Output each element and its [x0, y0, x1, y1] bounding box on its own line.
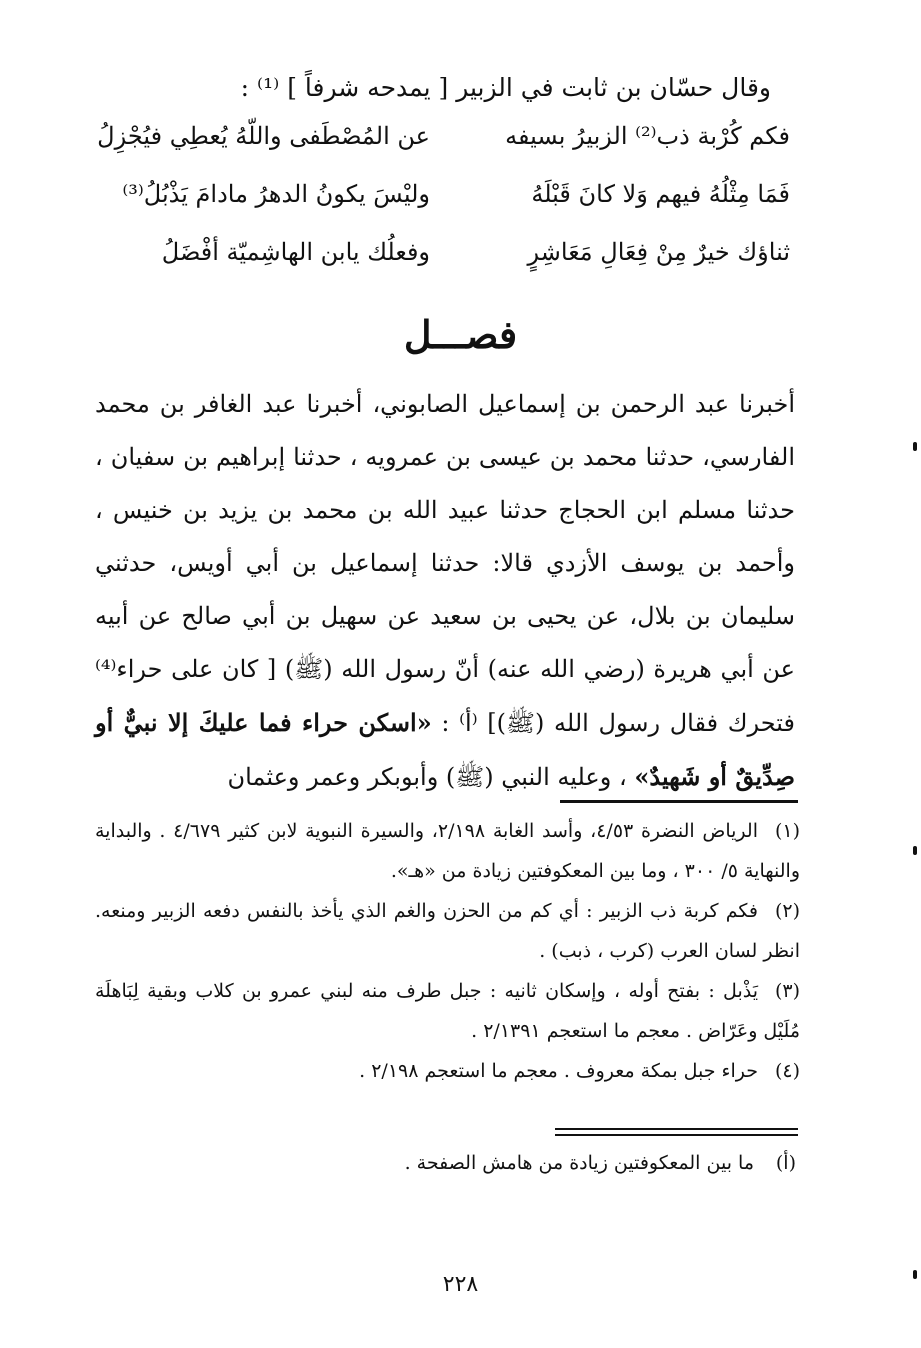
page-number: ٢٢٨ — [442, 1272, 479, 1297]
footnote-item — [95, 971, 800, 1051]
footnote-text: الرياض النضرة ٤/٥٣، وأسد الغابة ٢/١٩٨، والسيرة النبوية لابن كثير ٤/٦٧٩ . والبداية والنهاية ٥/ ٣٠٠ ، وما بين المعكوفتين زيادة من «هـ». — [95, 820, 800, 882]
body-continuation: ، وعليه النبي (ﷺ) وأبوبكر وعمر وعثمان — [227, 763, 635, 791]
verse-second-hemistich: عن المُصْطَفى واللّهُ يُعطِي فيُجْزِلُ — [97, 122, 430, 150]
footnote-item — [95, 891, 800, 971]
verse-first-hemistich: فكم كُرْبة ذب⁽²⁾ الزبيرُ بسيفه — [505, 122, 790, 150]
footnote-item — [95, 811, 800, 891]
verse-first-hemistich: ثناؤك خيرٌ مِنْ فِعَالِ مَعَاشِرٍ — [527, 238, 790, 266]
body-narration: أخبرنا عبد الرحمن بن إسماعيل الصابوني، أخبرنا عبد الغافر بن محمد الفارسي، حدثنا محمد بن عيسى بن عمرويه ، حدثنا إبراهيم بن سفيان ، حدثنا مسلم ابن الحجاج حدثنا عبيد الله بن محمد بن يزيد بن خنيس ، وأحمد بن يوسف الأزدي قالا: حدثنا إسماعيل بن أبي أويس، حدثني سليمان بن بلال، عن يحيى بن سعيد عن سهيل بن أبي صالح عن أبيه عن أبي هريرة (رضي الله عنه) أنّ رسول الله (ﷺ) [ كان على حراء⁽⁴⁾ فتحرك فقال رسول الله (ﷺ)] ⁽أ⁾ : — [95, 390, 796, 737]
verse-row — [100, 180, 790, 230]
footnote-text: فكم كربة ذب الزبير : أي كم من الحزن والغم الذي يأخذ بالنفس دفعه الزبير ومنعه. انظر لسان العرب (كرب ، ذبب) . — [95, 900, 800, 962]
footnote-number: (٢) — [774, 900, 800, 922]
margin-mark — [913, 1270, 917, 1279]
body-paragraph — [95, 378, 795, 804]
editor-note-divider — [555, 1134, 798, 1136]
footnote-number: (١) — [774, 820, 800, 842]
intro-line: وقال حسّان بن ثابت في الزبير [ يمدحه شرفاً ] ⁽¹⁾ : — [240, 73, 771, 102]
margin-mark — [913, 442, 917, 451]
verse-row — [97, 122, 790, 172]
section-title: فصـــل — [403, 312, 518, 357]
margin-mark — [913, 846, 917, 855]
footnote-item — [95, 1051, 800, 1091]
editor-note — [136, 1146, 796, 1180]
body-text — [95, 378, 795, 804]
footnote-divider — [560, 800, 798, 803]
verse-second-hemistich: وليْسَ يكونُ الدهرُ مادامَ يَذْبُلُ⁽³⁾ — [122, 180, 430, 208]
footnote-text: حراء جبل بمكة معروف . معجم ما استعجم ٢/١٩٨ . — [359, 1060, 758, 1082]
hadith-quote: «اسكن حراء فما عليكَ إلا نبيٌّ أو صِدِّيقٌ أو شَهيدٌ» — [95, 708, 795, 791]
footnote-number: (٣) — [774, 980, 800, 1002]
footnote-number: (٤) — [774, 1060, 800, 1082]
editor-note-number: (أ) — [775, 1152, 796, 1174]
editor-note-text: ما بين المعكوفتين زيادة من هامش الصفحة . — [404, 1152, 754, 1174]
verse-first-hemistich: فَمَا مِثْلُهُ فيهم وَلا كانَ قَبْلَهُ — [531, 180, 790, 208]
editor-note-divider — [555, 1128, 798, 1130]
verse-second-hemistich: وفعلُك يابن الهاشِميّة أفْضَلُ — [161, 238, 430, 266]
footnote-text: يَذْبل : بفتح أوله ، وإسكان ثانيه : جبل طرف منه لبني عمرو بن كلاب وبقية لِبَاهلَة مُلَيْل وعَرّاض . معجم ما استعجم ٢/١٣٩١ . — [95, 980, 800, 1042]
verse-row — [100, 238, 790, 288]
footnotes — [95, 811, 800, 1091]
